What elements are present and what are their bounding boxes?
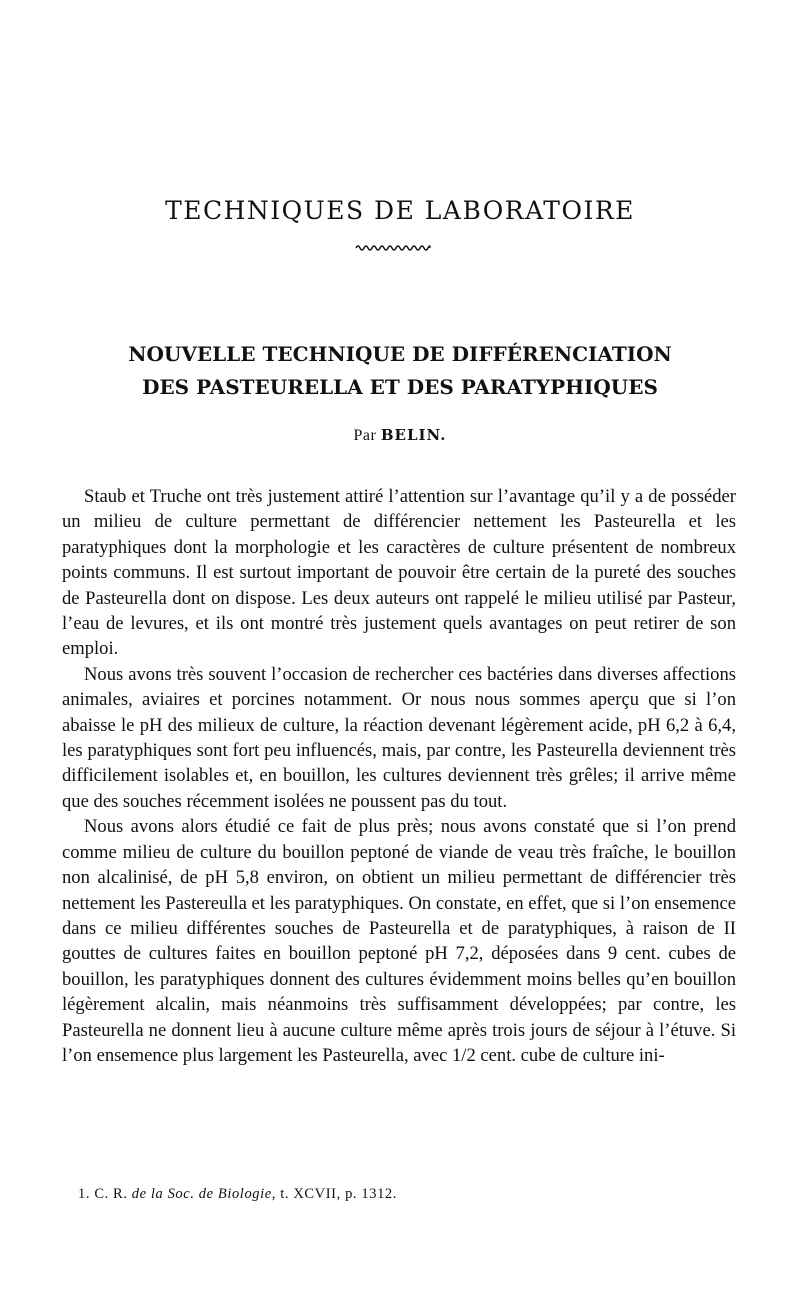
paragraph-1: Staub et Truche ont très justement attiré l’attention sur l’avantage qu’il y a de posséder un milieu de culture permettant de différencier nettement les Pasteurella et les paratyphiques dont la morphologie et les caractères de culture présentent de nombreux points communs. Il est surtout important de pouvoir être certain de la pureté des souches de Pasteurella dont on dispose. Les deux auteurs ont rappelé le milieu utilisé par Pasteur, l’eau de levures, et ils ont montré très justement quels avantages on peut retirer de son emploi. bbox=[62, 486, 736, 660]
byline bbox=[0, 426, 800, 445]
footnote bbox=[78, 1186, 718, 1203]
author-name: BELIN. bbox=[380, 426, 447, 444]
paragraph-2: Nous avons très souvent l’occasion de rechercher ces bactéries dans diverses affections animales, aviaires et porcines notamment. Or nous nous sommes aperçu que si l’on abaisse le pH des milieux de culture, la réaction devenant légèrement acide, pH 6,2 à 6,4, les paratyphiques sont fort peu influencés, mais, par contre, les Pasteurella deviennent très difficilement isolables et, en bouillon, les cultures deviennent très grêles; il arrive même que des souches récemment isolées ne poussent pas du tout. bbox=[62, 663, 736, 812]
article-title-line-2: DES PASTEURELLA ET DES PARATYPHIQUES bbox=[142, 375, 658, 399]
article-body bbox=[62, 484, 736, 1068]
article-title-line-1: NOUVELLE TECHNIQUE DE DIFFÉRENCIATION bbox=[128, 342, 672, 366]
byline-prefix: Par bbox=[353, 427, 377, 444]
footnote-volume: t. XCVII, p. 1312. bbox=[280, 1186, 397, 1202]
section-title: TECHNIQUES DE LABORATOIRE bbox=[165, 196, 635, 225]
paragraph-3: Nous avons alors étudié ce fait de plus près; nous avons constaté que si l’on prend comme milieu de culture du bouillon peptoné de viande de veau très fraîche, le bouillon non alcalinisé, de pH 5,8 environ, on obtient un milieu permettant de différencier très nettement les Pastereulla et les paratyphiques. On constate, en effet, que si l’on ensemence dans ce milieu différentes souches de Pasteurella et de paratyphiques, à raison de II gouttes de cultures faites en bouillon peptoné pH 7,2, déposées dans 9 cent. cubes de bouillon, les paratyphiques donnent des cultures évidemment moins belles qu’en bouillon légèrement alcalin, mais néanmoins très suffisamment développées; par contre, les Pasteurella ne donnent lieu à aucune culture même après trois jours de séjour à l’étuve. Si l’on ensemence plus largement les Pasteurella, avec 1/2 cent. cube de culture ini- bbox=[62, 816, 736, 1066]
footnote-ref-prefix: C. R. bbox=[94, 1186, 128, 1202]
footnote-journal: de la Soc. de Biologie, bbox=[131, 1186, 277, 1202]
article-title bbox=[0, 338, 800, 404]
title-ornament bbox=[355, 242, 431, 254]
footnote-number: 1. bbox=[78, 1186, 91, 1202]
